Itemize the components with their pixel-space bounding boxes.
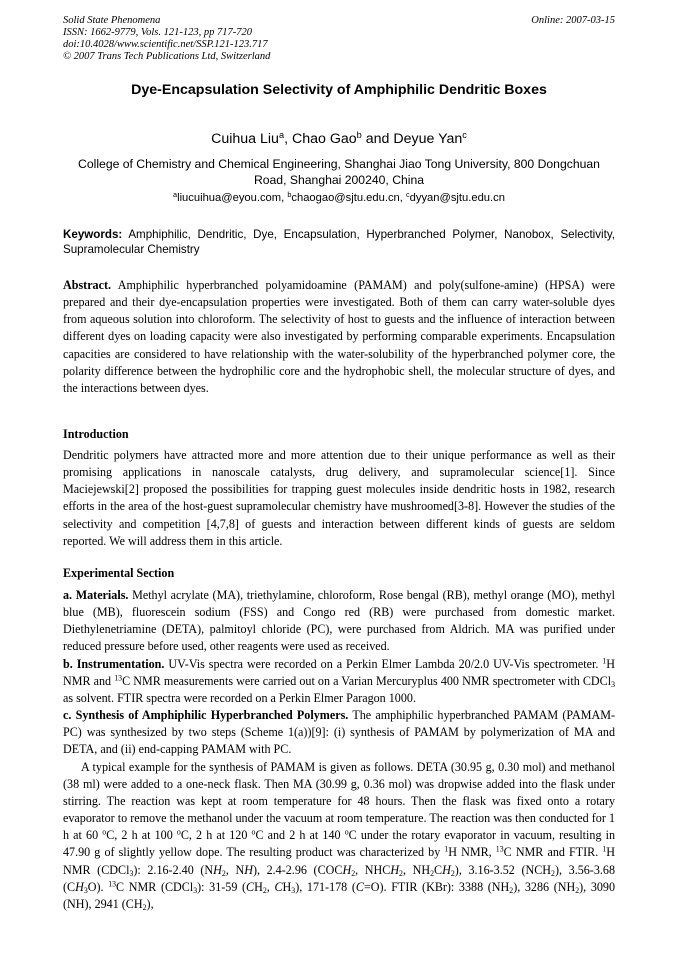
keywords bbox=[63, 228, 615, 257]
section-heading-introduction: Introduction bbox=[63, 427, 129, 441]
text: , bbox=[266, 879, 275, 894]
text: ), 171-178 ( bbox=[295, 879, 356, 894]
online-date: Online: 2007-03-15 bbox=[531, 15, 615, 26]
superscript: o bbox=[251, 827, 256, 837]
subscript: 2 bbox=[430, 868, 435, 878]
text: ): 2.16-2.40 (N bbox=[133, 862, 214, 877]
text: ): 31-59 ( bbox=[197, 879, 247, 894]
author-mark: a bbox=[278, 129, 285, 140]
superscript: o bbox=[176, 827, 181, 837]
subscript: 2 bbox=[351, 868, 356, 878]
instrumentation-text: C NMR measurements were carried out on a Varian Mercuryplus 400 NMR spectrometer with CDCl bbox=[122, 673, 612, 688]
text: A typical example for the synthesis of PAMAM is given as follows. DETA (30.95 g, 0.30 mol) and methanol (38 ml) were added to a one-neck flask. Then MA (30.99 g, 0.36 mol) was dropwise added into the flask under stirring. The reaction was kept at room temperature for 48 hours. Then the flask was fixed onto a rotary evaporator to remove the methanol under the vacuum at room temperature. The reaction was then conducted for 1 h at 60 bbox=[63, 759, 615, 843]
instrumentation-text: as solvent. FTIR spectra were recorded on a Perkin Elmer Paragon 1000. bbox=[63, 690, 416, 705]
journal-meta bbox=[63, 15, 270, 63]
keywords-text: Amphiphilic, Dendritic, Dye, Encapsulation, Hyperbranched Polymer, Nanobox, Selectivity, Supramolecular Chemistry bbox=[63, 228, 615, 256]
text: O). bbox=[87, 879, 109, 894]
experimental-text bbox=[63, 587, 615, 913]
author-mark: c bbox=[462, 129, 467, 140]
keywords-label: Keywords: bbox=[63, 228, 123, 241]
text: C bbox=[434, 862, 443, 877]
email-mark: a bbox=[173, 190, 178, 199]
section-heading-experimental: Experimental Section bbox=[63, 566, 175, 580]
text: ), 3.56-3.68 (C bbox=[63, 862, 616, 894]
text: =O). FTIR (KBr): 3388 (NH bbox=[363, 879, 510, 894]
synthesis-label: c. Synthesis of Amphiphilic Hyperbranched Polymers. bbox=[63, 708, 349, 723]
subscript: 3 bbox=[611, 679, 615, 689]
author-separator: and bbox=[361, 131, 394, 147]
superscript: o bbox=[102, 827, 107, 837]
subscript: 2 bbox=[142, 902, 147, 912]
subscript: 2 bbox=[262, 885, 267, 895]
superscript: o bbox=[344, 827, 349, 837]
italic-text: H bbox=[390, 862, 400, 877]
subscript: 3 bbox=[129, 868, 134, 878]
text: C NMR and FTIR. bbox=[503, 845, 603, 860]
issn: ISSN: 1662-9779, Vols. 121-123, pp 717-720 bbox=[63, 27, 252, 38]
email-mark: b bbox=[287, 190, 292, 199]
text: , N bbox=[225, 862, 245, 877]
text: H NMR (CDCl bbox=[63, 845, 616, 877]
italic-text: H bbox=[244, 862, 253, 877]
email-list: $^a$liucuihua@eyou.com, $^b$chaogao@sjtu.edu.cn, $^c$dyyan@sjtu.edu.cn bbox=[173, 190, 505, 204]
email-mark: c bbox=[405, 190, 410, 199]
materials-paragraph bbox=[63, 587, 615, 656]
instrumentation-text: UV-Vis spectra were recorded on a Perkin Elmer Lambda 20/2.0 UV-Vis spectrometer. bbox=[168, 656, 599, 671]
subscript: 2 bbox=[509, 885, 514, 895]
abstract bbox=[63, 277, 615, 397]
italic-text: C bbox=[246, 879, 255, 894]
italic-text: H bbox=[442, 862, 451, 877]
italic-text: C bbox=[355, 879, 364, 894]
instrumentation-label: b. Instrumentation. bbox=[63, 656, 165, 671]
text: H bbox=[282, 879, 292, 894]
copyright: © 2007 Trans Tech Publications Ltd, Switzerland bbox=[63, 51, 271, 62]
subscript: 2 bbox=[575, 885, 580, 895]
author-mark: b bbox=[356, 129, 362, 140]
text: ), 2.4-2.96 (COC bbox=[252, 862, 343, 877]
italic-text: H bbox=[75, 879, 84, 894]
materials-label: a. Materials. bbox=[63, 588, 129, 602]
subscript: 2 bbox=[221, 868, 226, 878]
subscript: 3 bbox=[291, 885, 296, 895]
superscript: 1 bbox=[602, 656, 607, 666]
abstract-text: Amphiphilic hyperbranched polyamidoamine (PAMAM) and poly(sulfone-amine) (HPSA) were prepared and their dye-encapsulation properties were investigated. Both of them can carry water-soluble dyes from aqueous solution into chloroform. The selectivity of host to guests and the influence of interaction between different dyes on loading capacity were also investigated by performing comparable experiments. Encapsulation capacities are considered to have relationship with the water-solubility of the hyperbranched polymer core, the polarity difference between the hydrophilic core and the hydrophobic shell, the molecular structure of dyes, and the interactions between dyes. bbox=[63, 278, 615, 395]
email-link[interactable]: dyyan@sjtu.edu.cn bbox=[409, 192, 505, 204]
text: H bbox=[254, 879, 263, 894]
text: C, 2 h at 100 bbox=[106, 828, 177, 843]
author-separator: , bbox=[284, 131, 292, 147]
doi: doi:10.4028/www.scientific.net/SSP.121-123.717 bbox=[63, 39, 268, 50]
email-link[interactable]: liucuihua@eyou.com bbox=[177, 192, 282, 204]
text: , NHC bbox=[355, 862, 391, 877]
instrumentation-text: H NMR and bbox=[63, 656, 615, 688]
italic-text: H bbox=[213, 862, 222, 877]
email-link[interactable]: chaogao@sjtu.edu.cn bbox=[291, 192, 400, 204]
abstract-label: Abstract. bbox=[63, 278, 112, 292]
subscript: 2 bbox=[399, 868, 403, 878]
text: ), bbox=[146, 896, 154, 911]
superscript: 1 bbox=[444, 845, 449, 855]
italic-text: H bbox=[342, 862, 352, 877]
superscript: 13 bbox=[114, 673, 123, 683]
journal-name: Solid State Phenomena bbox=[63, 15, 161, 26]
text: ), 3.16-3.52 (NCH bbox=[454, 862, 552, 877]
text: C NMR (CDCl bbox=[116, 879, 194, 894]
superscript: 1 bbox=[602, 845, 607, 855]
text: C and 2 h at 140 bbox=[255, 828, 345, 843]
superscript: 13 bbox=[108, 879, 117, 889]
author-list bbox=[0, 131, 678, 147]
italic-text: C bbox=[274, 879, 283, 894]
author-name: Deyue Yan bbox=[393, 131, 463, 147]
paper-title: Dye-Encapsulation Selectivity of Amphiphilic Dendritic Boxes bbox=[131, 82, 547, 98]
author-name: Cuihua Liu bbox=[211, 131, 279, 147]
text: C, 2 h at 120 bbox=[180, 828, 252, 843]
typical-example-paragraph bbox=[63, 759, 615, 913]
subscript: 3 bbox=[193, 885, 198, 895]
superscript: 13 bbox=[495, 845, 504, 855]
author-name: Chao Gao bbox=[291, 131, 357, 147]
synthesis-paragraph bbox=[63, 707, 615, 758]
affiliation: College of Chemistry and Chemical Engineering, Shanghai Jiao Tong University, 800 Dongchuan Road, Shanghai 200240, China bbox=[78, 157, 600, 187]
synthesis-text: The amphiphilic hyperbranched PAMAM (PAMAM-PC) was synthesized by two steps (Scheme 1(a))[9]: (i) synthesis of PAMAM by polymerization of MA and DETA, and (ii) end-capping PAMAM with PC. bbox=[63, 708, 615, 757]
text: C under the rotary evaporator in vacuum, resulting in 47.90 g of slightly yellow dope. The resulting product was characterized by bbox=[63, 828, 616, 860]
text: ), 3090 (NH), 2941 (CH bbox=[63, 879, 616, 911]
instrumentation-paragraph bbox=[63, 656, 615, 707]
subscript: 2 bbox=[450, 868, 455, 878]
subscript: 2 bbox=[551, 868, 555, 878]
text: ), 3286 (NH bbox=[513, 879, 576, 894]
introduction-text: Dendritic polymers have attracted more and more attention due to their unique performance as well as their promising applications in nanoscale catalysts, drug delivery, and supramolecular science[1]. Since Maciejewski[2] proposed the possibilities for trapping guest molecules inside dendritic hosts in 1982, research efforts in the area of the host-guest supramolecular chemistry have mushroomed[3-8]. However the studies of the selectivity and competition [4,7,8] of guests and interaction between different kinds of guests are seldom reported. We will address them in this article. bbox=[63, 448, 615, 548]
materials-text: Methyl acrylate (MA), triethylamine, chloroform, Rose bengal (RB), methyl orange (MO), methyl blue (MB), fluorescein sodium (FSS) and Congo red (RB) were purchased from domestic market. Diethylenetriamine (DETA), palmitoyl chloride (PC), were purchased from Aldrich. MA was purified under reduced pressure before used, other reagents were used as received. bbox=[63, 588, 616, 654]
text: , NH bbox=[402, 862, 431, 877]
subscript: 3 bbox=[83, 885, 88, 895]
text: H NMR, bbox=[448, 845, 496, 860]
